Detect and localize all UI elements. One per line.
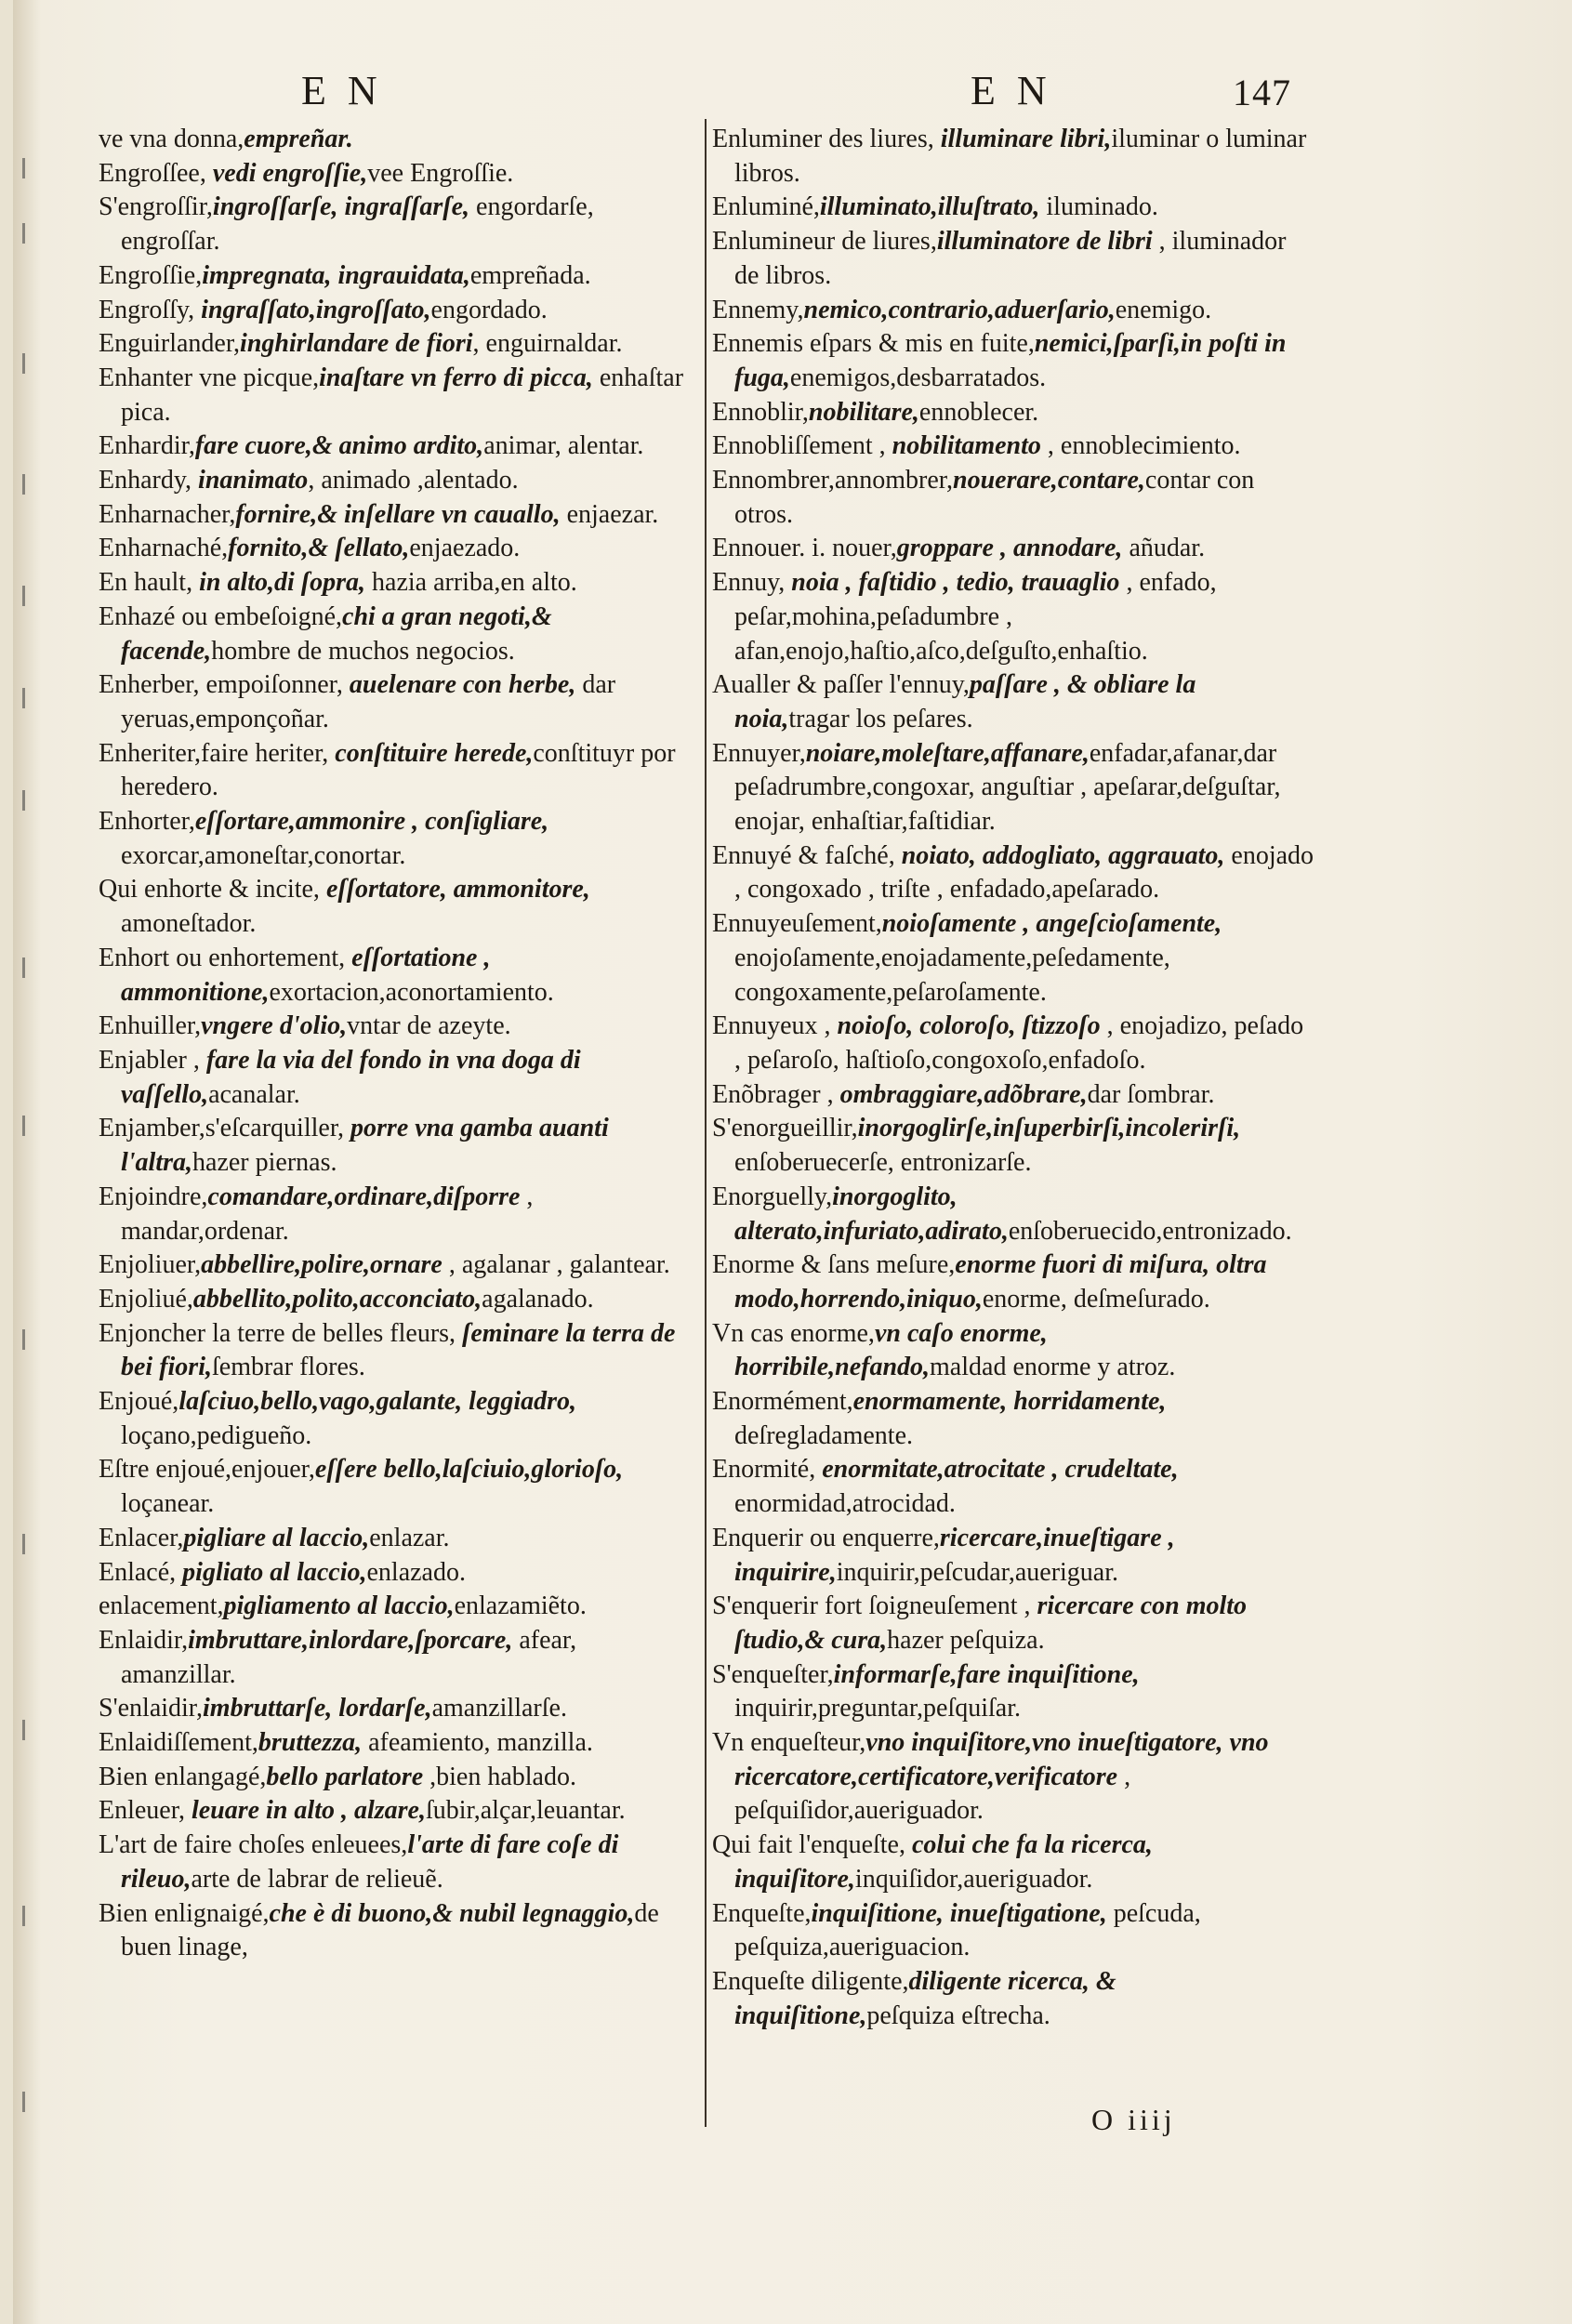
spanish-equivalent: , enojadizo, peſado , peſaroſo, haſtioſo,congoxoſo,enfadoſo. <box>734 1011 1304 1075</box>
spanish-equivalent: hazer piernas. <box>192 1148 337 1178</box>
dictionary-entry <box>712 396 1316 430</box>
spanish-equivalent: enjaezado. <box>409 534 521 563</box>
italian-equivalent: noiato, addogliato, aggrauato, <box>901 840 1225 870</box>
french-headword: Bien enlignaigé, <box>99 1898 270 1928</box>
italian-equivalent: bruttezza, <box>258 1728 363 1758</box>
spanish-equivalent: vntar de azeyte. <box>347 1011 511 1041</box>
french-headword: Ennuyé & faſché, <box>712 840 902 870</box>
spanish-equivalent: , peſquiſidor,aueriguador. <box>734 1762 1131 1826</box>
italian-equivalent: noioſamente , angeſcioſamente, <box>881 909 1222 939</box>
italian-equivalent: pigliato al laccio, <box>182 1557 367 1587</box>
dictionary-entry <box>712 123 1316 191</box>
french-headword: Enhazé ou embeſoigné, <box>99 601 343 631</box>
italian-equivalent: leuare in alto , alzare, <box>191 1796 426 1826</box>
french-headword: Enheriter,faire heriter, <box>99 738 336 768</box>
right-column <box>712 123 1316 2033</box>
french-headword: Enhanter vne picque, <box>99 363 320 392</box>
french-headword: Qui fait l'enqueſte, <box>712 1830 912 1860</box>
french-headword: Enharnaché, <box>99 534 229 563</box>
dictionary-entry <box>99 1624 694 1692</box>
italian-equivalent: illuminatore de libri <box>936 227 1153 257</box>
spanish-equivalent: hazer peſquiza. <box>887 1625 1045 1655</box>
spanish-equivalent: , enfado, peſar,mohina,peſadumbre , afan,enojo,haſtio,aſco,deſguſto,enhaſtio. <box>734 568 1217 666</box>
dictionary-entry <box>712 1112 1316 1180</box>
french-headword: Ennuyeuſement, <box>712 909 882 939</box>
french-headword: Ennouer. i. nouer, <box>712 534 897 563</box>
dictionary-entry <box>99 566 694 601</box>
french-headword: Aualler & paſſer l'ennuy, <box>712 670 970 700</box>
spanish-equivalent: inquirir,preguntar,peſquiſar. <box>734 1694 1021 1723</box>
spanish-equivalent: amanzillarſe. <box>431 1694 567 1723</box>
dictionary-entry <box>99 668 694 736</box>
spanish-equivalent: ,bien hablado. <box>423 1762 576 1791</box>
french-headword: Enjoliué, <box>99 1284 193 1314</box>
dictionary-entry <box>99 464 694 498</box>
italian-equivalent: eſſortatore, ammonitore, <box>325 875 590 905</box>
spanish-equivalent: hombre de muchos negocios. <box>211 636 515 666</box>
french-headword: Enhardir, <box>99 431 195 461</box>
french-headword: Engroſſy, <box>99 295 202 324</box>
dictionary-entry <box>712 566 1316 668</box>
spanish-equivalent: empreñada. <box>469 260 591 290</box>
french-headword: Ennobliſſement , <box>712 431 892 461</box>
dictionary-entry <box>99 191 694 258</box>
dictionary-entry <box>99 327 694 362</box>
spanish-equivalent: engordarſe, engroſſar. <box>121 192 594 257</box>
french-headword: Enhorter, <box>99 807 195 837</box>
italian-equivalent: vedi engroſſie, <box>212 158 368 188</box>
spanish-equivalent: enlazamiẽto. <box>454 1591 587 1621</box>
dictionary-entry <box>712 1829 1316 1896</box>
dictionary-entry <box>99 1794 694 1829</box>
italian-equivalent: noioſo, coloroſo, ſtizzoſo <box>837 1011 1101 1041</box>
spanish-equivalent: enſoberuecido,entronizado. <box>1008 1216 1292 1246</box>
spanish-equivalent: , animado ,alentado. <box>308 466 519 495</box>
spanish-equivalent: , enguirnaldar. <box>472 329 623 359</box>
spanish-equivalent: afeamiento, manzilla. <box>362 1728 593 1758</box>
italian-equivalent: abbellito,polito,acconciato, <box>192 1284 482 1314</box>
spanish-equivalent: inquirir,peſcudar,aueriguar. <box>836 1557 1118 1587</box>
french-headword: S'enorgueillir, <box>712 1114 858 1143</box>
french-headword: Enharnacher, <box>99 499 236 529</box>
spanish-equivalent: exorcar,amoneſtar,conortar. <box>121 840 406 870</box>
spanish-equivalent: enfadar,afanar,dar peſadrumbre,congoxar, anguſtiar , apeſarar,deſguſtar, enojar, enhaſtiar,faſtidiar. <box>734 738 1281 837</box>
dictionary-entry <box>712 1248 1316 1316</box>
dictionary-entry <box>99 1829 694 1896</box>
left-margin-marks <box>22 139 45 2185</box>
french-headword: Enjoncher la terre de belles fleurs, <box>99 1318 463 1348</box>
spanish-equivalent: maldad enorme y atroz. <box>930 1353 1176 1382</box>
dictionary-entry <box>712 327 1316 395</box>
column-divider <box>705 119 707 2127</box>
spanish-equivalent: , iluminador de libros. <box>734 227 1287 290</box>
dictionary-entry <box>99 1453 694 1521</box>
french-headword: Enlaidir, <box>99 1625 189 1655</box>
spanish-equivalent: contar con otros. <box>734 466 1255 529</box>
italian-equivalent: laſciuo,bello,vago,galante, leggiadro, <box>178 1387 577 1417</box>
dictionary-entry <box>99 1112 694 1180</box>
spanish-equivalent: enjaezar. <box>560 499 659 529</box>
spanish-equivalent: hazia arriba,en alto. <box>365 568 577 598</box>
french-headword: Engroſſee, <box>99 158 213 188</box>
spanish-equivalent: animar, alentar. <box>483 431 644 461</box>
dictionary-entry <box>99 1556 694 1591</box>
french-headword: S'engroſſir, <box>99 192 213 222</box>
dictionary-entry <box>99 532 694 566</box>
dictionary-entry <box>99 942 694 1010</box>
italian-equivalent: vno inquiſitore,vno inueſtigatore, vno ricercatore,certificatore,verificatore <box>734 1728 1269 1791</box>
dictionary-entry <box>712 907 1316 1010</box>
french-headword: Ennemis eſpars & mis en fuite, <box>712 329 1035 359</box>
dictionary-entry <box>99 737 694 805</box>
french-headword: Enorguelly, <box>712 1182 833 1211</box>
running-head-left: E N <box>301 68 383 113</box>
spanish-equivalent: enormidad,atrocidad. <box>734 1489 956 1519</box>
french-headword: Enhort ou enhortement, <box>99 943 352 972</box>
spanish-equivalent: ennoblecer. <box>918 397 1039 427</box>
italian-equivalent: eſſortatione , ammonitione, <box>121 943 491 1007</box>
dictionary-entry <box>712 191 1316 225</box>
dictionary-entry <box>99 1590 694 1624</box>
dictionary-entry <box>712 839 1316 907</box>
italian-equivalent: informarſe,fare inquiſitione, <box>833 1659 1140 1689</box>
italian-equivalent: l'arte di fare coſe di rileuo, <box>121 1830 619 1894</box>
french-headword: Enjamber,s'eſcarquiller, <box>99 1114 351 1143</box>
italian-equivalent: ingraſſato,ingroſſato, <box>201 295 431 324</box>
dictionary-entry <box>99 1897 694 1965</box>
dictionary-entry <box>712 1385 1316 1453</box>
dictionary-entry <box>99 1522 694 1556</box>
spanish-equivalent: enojado , congoxado , triſte , enfadado,apeſarado. <box>734 840 1314 905</box>
french-headword: Enguirlander, <box>99 329 241 359</box>
italian-equivalent: abbellire,polire,ornare <box>201 1250 443 1280</box>
spanish-equivalent: enhaſtar pica. <box>121 363 684 427</box>
italian-equivalent: nobilitare, <box>808 397 919 427</box>
italian-equivalent: ricercare,inueſtigare , inquirire, <box>734 1523 1175 1587</box>
french-headword: Enlacer, <box>99 1523 184 1552</box>
dictionary-entry <box>712 1317 1316 1385</box>
dictionary-entry <box>712 668 1316 736</box>
french-headword: Ennombrer,annombrer, <box>712 466 953 495</box>
spanish-equivalent: enorme, deſmeſurado. <box>982 1284 1210 1314</box>
italian-equivalent: inquiſitione, inueſtigatione, <box>811 1898 1107 1928</box>
italian-equivalent: vn caſo enorme, horribile,nefando, <box>734 1318 1048 1382</box>
dictionary-entry <box>99 259 694 294</box>
french-headword: S'enquerir fort ſoigneuſement , <box>712 1591 1037 1621</box>
dictionary-entry <box>712 1181 1316 1248</box>
italian-equivalent: bello parlatore <box>266 1762 424 1791</box>
french-headword: Enjoindre, <box>99 1182 208 1211</box>
spanish-equivalent: enlazado. <box>366 1557 466 1587</box>
dictionary-entry <box>712 464 1316 532</box>
italian-equivalent: inghirlandare de fiori <box>240 329 473 359</box>
italian-equivalent: nemico,contrario,aduerſario, <box>803 295 1116 324</box>
dictionary-entry <box>99 805 694 873</box>
french-headword: Enlaidiſſement, <box>99 1728 258 1758</box>
french-headword: Ennuyer, <box>712 738 806 768</box>
dictionary-entry <box>712 1965 1316 2033</box>
dictionary-entry <box>99 1044 694 1112</box>
french-headword: Enormité, <box>712 1455 823 1485</box>
spanish-equivalent: , agalanar , galantear. <box>442 1250 670 1280</box>
dictionary-entry <box>99 498 694 533</box>
french-headword: Bien enlangagé, <box>99 1762 267 1791</box>
french-headword: Enormément, <box>712 1387 853 1417</box>
left-column <box>99 123 694 1965</box>
dictionary-entry <box>99 1248 694 1283</box>
dictionary-entry <box>99 1283 694 1317</box>
italian-equivalent: nouerare,contare, <box>953 466 1145 495</box>
italian-equivalent: ombraggiare,adõbrare, <box>839 1079 1088 1109</box>
french-headword: Ennuyeux , <box>712 1011 838 1041</box>
french-headword: L'art de faire choſes enleuees, <box>99 1830 408 1860</box>
spanish-equivalent: engordado. <box>430 295 548 324</box>
italian-equivalent: auelenare con herbe, <box>349 670 576 700</box>
spanish-equivalent: exortacion,aconortamiento. <box>269 977 554 1007</box>
french-headword: Enhardy, <box>99 466 199 495</box>
spanish-equivalent: enſoberuecerſe, entronizarſe. <box>734 1148 1032 1178</box>
italian-equivalent: inorgoglito, alterato,infuriato,adirato, <box>734 1182 1009 1246</box>
italian-equivalent: nobilitamento <box>892 431 1041 461</box>
spanish-equivalent: tragar los peſares. <box>788 704 973 733</box>
spanish-equivalent: loçanear. <box>121 1489 215 1519</box>
french-headword: ve vna donna, <box>99 125 244 153</box>
spanish-equivalent: vee Engroſſie. <box>367 158 514 188</box>
french-headword: Enlacé, <box>99 1557 183 1587</box>
italian-equivalent: ricercare con molto ſtudio,& cura, <box>734 1591 1248 1655</box>
spanish-equivalent: , mandar,ordenar. <box>121 1182 534 1246</box>
french-headword: Enleuer, <box>99 1796 192 1826</box>
dictionary-entry <box>712 1453 1316 1521</box>
italian-equivalent: vngere d'olio, <box>201 1011 348 1041</box>
italian-equivalent: comandare,ordinare,diſporre <box>207 1182 521 1211</box>
dictionary-entry <box>712 429 1316 464</box>
italian-equivalent: empreñar. <box>244 125 353 153</box>
italian-equivalent: inaſtare vn ferro di picca, <box>319 363 593 392</box>
spanish-equivalent: enojoſamente,enojadamente,peſedamente, congoxamente,peſaroſamente. <box>734 943 1170 1007</box>
french-headword: Vn enqueſteur, <box>712 1728 866 1758</box>
dictionary-entry <box>99 1692 694 1726</box>
spanish-equivalent: amoneſtador. <box>121 909 257 939</box>
italian-equivalent: fornito,& ſellato, <box>228 534 410 563</box>
dictionary-entry <box>712 1010 1316 1077</box>
italian-equivalent: imbruttarſe, lordarſe, <box>203 1694 432 1723</box>
dictionary-entry <box>99 601 694 668</box>
french-headword: Engroſſie, <box>99 260 203 290</box>
italian-equivalent: impregnata, ingrauidata, <box>202 260 470 290</box>
italian-equivalent: ingroſſarſe, ingraſſarſe, <box>212 192 470 222</box>
signature-mark: O iiij <box>1091 2103 1176 2136</box>
spanish-equivalent: afear, amanzillar. <box>121 1625 577 1689</box>
spanish-equivalent: agalanado. <box>482 1284 594 1314</box>
italian-equivalent: inorgoglirſe,inſuperbirſi,incolerirſi, <box>857 1114 1241 1143</box>
dictionary-entry <box>712 1590 1316 1657</box>
italian-equivalent: paſſare , & obliare la noia, <box>734 670 1196 733</box>
italian-equivalent: groppare , annodare, <box>896 534 1123 563</box>
dictionary-entry <box>712 1897 1316 1965</box>
dictionary-entry <box>712 1078 1316 1113</box>
french-headword: En hault, <box>99 568 200 598</box>
spanish-equivalent: enemigos,desbarratados. <box>789 363 1047 392</box>
french-headword: Enjoliuer, <box>99 1250 202 1280</box>
italian-equivalent: eſſere bello,laſciuio,glorioſo, <box>314 1455 624 1485</box>
spanish-equivalent: iluminado. <box>1039 192 1158 222</box>
italian-equivalent: eſſortare,ammonire , conſigliare, <box>194 807 549 837</box>
italian-equivalent: chi a gran negoti,& facende, <box>121 601 552 666</box>
book-page <box>13 0 1572 2324</box>
spanish-equivalent: peſquiza eſtrecha. <box>866 2000 1050 2030</box>
dictionary-entry <box>99 1317 694 1385</box>
french-headword: Enherber, empoiſonner, <box>99 670 350 700</box>
dictionary-entry <box>99 1010 694 1044</box>
dictionary-entry <box>99 1761 694 1795</box>
italian-equivalent: colui che fa la ricerca, inquiſitore, <box>734 1830 1153 1894</box>
spanish-equivalent: , ennoblecimiento. <box>1040 431 1241 461</box>
french-headword: Enquerir ou enquerre, <box>712 1523 940 1552</box>
italian-equivalent: conſtituire herede, <box>335 738 534 768</box>
spanish-equivalent: iluminar o luminar libros. <box>734 125 1307 188</box>
italian-equivalent: nemici,ſparſi,in poſti in fuga, <box>734 329 1287 392</box>
italian-equivalent: fornire,& inſellare vn cauallo, <box>235 499 561 529</box>
spanish-equivalent: de buen linage, <box>121 1898 659 1962</box>
french-headword: Enqueſte diligente, <box>712 1966 909 1996</box>
french-headword: Enjabler , <box>99 1045 206 1075</box>
italian-equivalent: fare cuore,& animo ardito, <box>194 431 484 461</box>
french-headword: S'enlaidir, <box>99 1694 204 1723</box>
french-headword: Enhuiller, <box>99 1011 202 1041</box>
dictionary-entry <box>712 294 1316 328</box>
italian-equivalent: porre vna gamba auanti l'altra, <box>121 1114 609 1178</box>
dictionary-entry <box>712 532 1316 566</box>
spanish-equivalent: enemigo. <box>1115 295 1212 324</box>
dictionary-entry <box>712 225 1316 293</box>
french-headword: Enluminer des liures, <box>712 125 941 153</box>
dictionary-entry <box>99 1726 694 1761</box>
dictionary-entry <box>99 123 694 157</box>
italian-equivalent: pigliare al laccio, <box>183 1523 370 1552</box>
spanish-equivalent: enlazar. <box>369 1523 450 1552</box>
spanish-equivalent: acanalar. <box>208 1079 300 1109</box>
french-headword: Enorme & ſans meſure, <box>712 1250 956 1280</box>
dictionary-entry <box>99 1385 694 1453</box>
spanish-equivalent: arte de labrar de relieuẽ. <box>191 1864 443 1894</box>
italian-equivalent: diligente ricerca, & inquiſitione, <box>734 1966 1116 2030</box>
french-headword: Enlumineur de liures, <box>712 227 937 257</box>
spanish-equivalent: dar yeruas,emponçoñar. <box>121 670 616 733</box>
italian-equivalent: enormamente, horridamente, <box>852 1387 1167 1417</box>
dictionary-entry <box>712 1658 1316 1726</box>
spanish-equivalent: ſubir,alçar,leuantar. <box>425 1796 626 1826</box>
spanish-equivalent: peſcuda, peſquiza,aueriguacion. <box>734 1898 1201 1962</box>
italian-equivalent: imbruttare,inlordare,ſporcare, <box>188 1625 513 1655</box>
italian-equivalent: enorme fuori di miſura, oltra modo,horrendo,iniquo, <box>734 1250 1267 1314</box>
spanish-equivalent: loçano,pediguеño. <box>121 1420 312 1450</box>
french-headword: enlacement, <box>99 1591 224 1621</box>
italian-equivalent: ſeminare la terra de bei fiori, <box>121 1318 676 1382</box>
italian-equivalent: enormitate,atrocitate , crudeltate, <box>822 1455 1179 1485</box>
french-headword: Enluminé, <box>712 192 820 222</box>
spanish-equivalent: dar ſombrar. <box>1087 1079 1215 1109</box>
spanish-equivalent: ſembrar flores. <box>212 1353 365 1382</box>
french-headword: Enjoué, <box>99 1387 179 1417</box>
french-headword: Qui enhorte & incite, <box>99 875 326 905</box>
italian-equivalent: noia , faſtidio , tedio, trauaglio <box>791 568 1120 598</box>
dictionary-entry <box>99 429 694 464</box>
running-head-right: E N <box>971 68 1052 113</box>
dictionary-entry <box>99 1181 694 1248</box>
italian-equivalent: inanimato <box>198 466 309 495</box>
spanish-equivalent: inquiſidor,aueriguador. <box>854 1864 1093 1894</box>
french-headword: Enõbrager , <box>712 1079 840 1109</box>
french-headword: Ennuy, <box>712 568 792 598</box>
dictionary-entry <box>99 362 694 429</box>
spanish-equivalent: añudar. <box>1122 534 1206 563</box>
french-headword: Ennoblir, <box>712 397 809 427</box>
spanish-equivalent: conſtituyr por heredero. <box>121 738 676 802</box>
dictionary-entry <box>712 1522 1316 1590</box>
dictionary-entry <box>712 1726 1316 1829</box>
page-number: 147 <box>1233 72 1291 113</box>
dictionary-entry <box>99 873 694 941</box>
italian-equivalent: che è di buono,& nubil legnaggio, <box>269 1898 635 1928</box>
dictionary-entry <box>99 294 694 328</box>
italian-equivalent: pigliamento al laccio, <box>223 1591 455 1621</box>
italian-equivalent: illuminato,illuſtrato, <box>819 192 1040 222</box>
italian-equivalent: illuminare libri, <box>940 125 1112 153</box>
french-headword: Enqueſte, <box>712 1898 812 1928</box>
french-headword: S'enqueſter, <box>712 1659 834 1689</box>
spanish-equivalent: deſregladamente. <box>734 1420 914 1450</box>
dictionary-entry <box>99 157 694 191</box>
french-headword: Vn cas enorme, <box>712 1318 875 1348</box>
italian-equivalent: in alto,di ſopra, <box>199 568 366 598</box>
italian-equivalent: fare la via del fondo in vna doga di vaſſello, <box>121 1045 581 1109</box>
french-headword: Eſtre enjoué,enjouer, <box>99 1455 315 1485</box>
italian-equivalent: noiare,moleſtare,affanare, <box>805 738 1090 768</box>
dictionary-entry <box>712 737 1316 839</box>
french-headword: Ennemy, <box>712 295 804 324</box>
